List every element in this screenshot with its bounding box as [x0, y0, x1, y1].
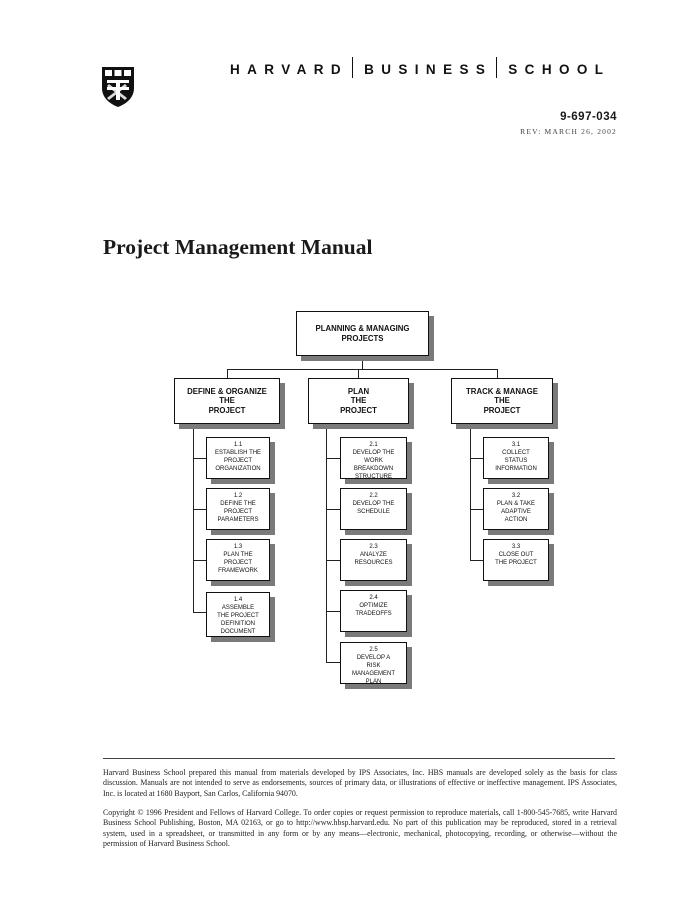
- branch-label: TRACK & MANAGE THE PROJECT: [466, 386, 538, 415]
- connector-line: [470, 509, 483, 510]
- task-node: [340, 437, 407, 479]
- task-label: 2.5 DEVELOP A RISK MANAGEMENT PLAN: [351, 647, 395, 685]
- task-label: 2.3 ANALYZE RESOURCES: [354, 544, 393, 566]
- branch-node-track: [451, 378, 553, 424]
- branch-label: PLAN THE PROJECT: [340, 386, 377, 415]
- connector-line: [326, 611, 340, 612]
- task-label: 2.2 DEVELOP THE SCHEDULE: [352, 493, 395, 515]
- masthead-harvard: HARVARD: [230, 62, 349, 77]
- task-label: 2.4 OPTIMIZE TRADEOFFS: [355, 595, 392, 617]
- connector-line: [470, 458, 483, 459]
- connector-line: [227, 369, 498, 370]
- task-label: 2.1 DEVELOP THE WORK BREAKDOWN STRUCTURE: [352, 442, 395, 480]
- connector-line: [193, 458, 206, 459]
- connector-line: [193, 424, 194, 612]
- connector-line: [326, 662, 340, 663]
- connector-line: [326, 560, 340, 561]
- task-label: 1.1 ESTABLISH THE PROJECT ORGANIZATION: [214, 442, 262, 472]
- footer-note: Harvard Business School prepared this manual from materials developed by IPS Associates, Inc. HBS manuals are developed solely as the basis for class discussion. Manuals are not intended to serve as endorsements, sources of primary data, or illustrations of effective or ineffective management. IPS Associates, Inc. is located at 1680 Bayport, San Carlos, California 94070.: [103, 768, 617, 798]
- task-node: [483, 488, 549, 530]
- task-node: [340, 539, 407, 581]
- task-node: [206, 592, 270, 637]
- task-node: [206, 539, 270, 581]
- connector-line: [470, 424, 471, 560]
- footer-copyright: Copyright © 1996 President and Fellows of Harvard College. To order copies or request permission to reproduce materials, call 1-800-545-7685, write Harvard Business School Publishing, Boston, MA 02163, or go to http://www.hbsp.harvard.edu. No part of this publication may be reproduced, stored in a retrieval system, used in a spreadsheet, or transmitted in any form or by any means—electronic, mechanical, photocopying, recording, or otherwise—without the permission of Harvard Business School.: [103, 808, 617, 849]
- root-node-label: PLANNING & MANAGING PROJECTS: [315, 323, 410, 343]
- branch-node-define: [174, 378, 280, 424]
- branch-label: DEFINE & ORGANIZE THE PROJECT: [187, 386, 267, 415]
- task-label: 1.4 ASSEMBLE THE PROJECT DEFINITION DOCUMENT: [217, 597, 259, 635]
- task-node: [483, 539, 549, 581]
- task-node: [340, 590, 407, 632]
- masthead-business: BUSINESS: [364, 62, 493, 77]
- task-node: [206, 437, 270, 479]
- connector-line: [193, 560, 206, 561]
- page-title: Project Management Manual: [103, 235, 373, 259]
- task-node: [483, 437, 549, 479]
- document-number: 9-697-034: [560, 111, 617, 123]
- task-label: 1.3 PLAN THE PROJECT FRAMEWORK: [218, 544, 258, 574]
- connector-line: [326, 509, 340, 510]
- task-node: [206, 488, 270, 530]
- branch-node-plan: [308, 378, 409, 424]
- connector-line: [193, 509, 206, 510]
- task-label: 3.1 COLLECT STATUS INFORMATION: [495, 442, 537, 472]
- connector-line: [362, 356, 363, 369]
- footer-rule: [103, 758, 615, 759]
- connector-line: [470, 560, 483, 561]
- task-node: [340, 642, 407, 684]
- revision-date: REV: MARCH 26, 2002: [520, 127, 617, 136]
- connector-line: [193, 612, 206, 613]
- task-label: 1.2 DEFINE THE PROJECT PARAMETERS: [217, 493, 259, 523]
- masthead-school: SCHOOL: [508, 62, 611, 77]
- task-label: 3.3 CLOSE OUT THE PROJECT: [495, 544, 537, 566]
- task-node: [340, 488, 407, 530]
- connector-line: [326, 424, 327, 662]
- task-label: 3.2 PLAN & TAKE ADAPTIVE ACTION: [496, 493, 536, 523]
- connector-line: [326, 458, 340, 459]
- root-node: [296, 311, 429, 356]
